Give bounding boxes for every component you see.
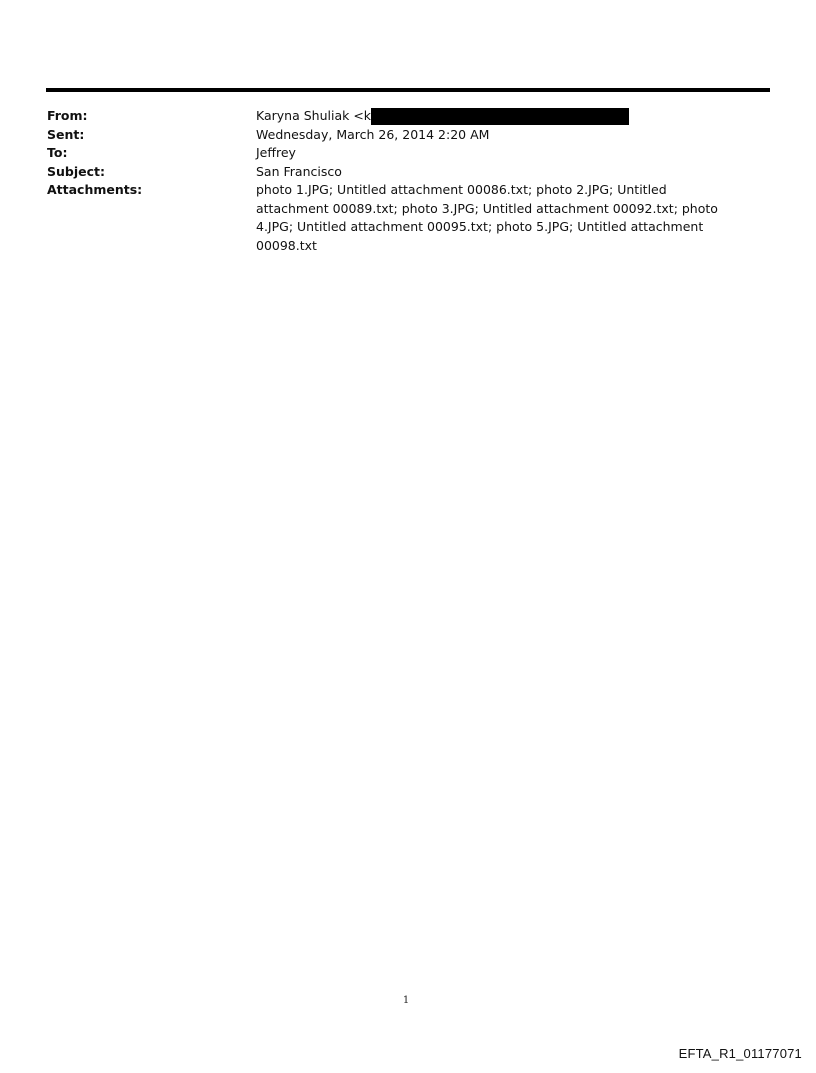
header-divider bbox=[46, 88, 770, 92]
subject-row bbox=[47, 163, 747, 182]
to-label: To: bbox=[47, 145, 68, 160]
email-header bbox=[47, 107, 747, 255]
attachments-value: photo 1.JPG; Untitled attachment 00086.txt; photo 2.JPG; Untitled attachment 00089.txt; photo 3.JPG; Untitled attachment 00092.txt; photo 4.JPG; Untitled attachment 00095.txt; photo 5.JPG; Untitled attachment 00098.txt bbox=[256, 182, 718, 253]
to-row bbox=[47, 144, 747, 163]
to-value: Jeffrey bbox=[256, 145, 296, 160]
subject-label: Subject: bbox=[47, 163, 105, 179]
attachments-row bbox=[47, 181, 747, 255]
subject-value: San Francisco bbox=[256, 163, 342, 179]
page-number: 1 bbox=[402, 995, 410, 1006]
from-value-container bbox=[256, 107, 736, 126]
sent-value: Wednesday, March 26, 2014 2:20 AM bbox=[256, 126, 490, 142]
sent-row bbox=[47, 126, 747, 145]
sent-label: Sent: bbox=[47, 126, 85, 142]
from-label: From: bbox=[47, 108, 88, 123]
attachments-label: Attachments: bbox=[47, 182, 143, 197]
document-id: EFTA_R1_01177071 bbox=[678, 1046, 802, 1061]
from-row bbox=[47, 107, 747, 126]
redaction-box bbox=[371, 108, 629, 125]
from-value: Karyna Shuliak <k bbox=[256, 108, 372, 123]
